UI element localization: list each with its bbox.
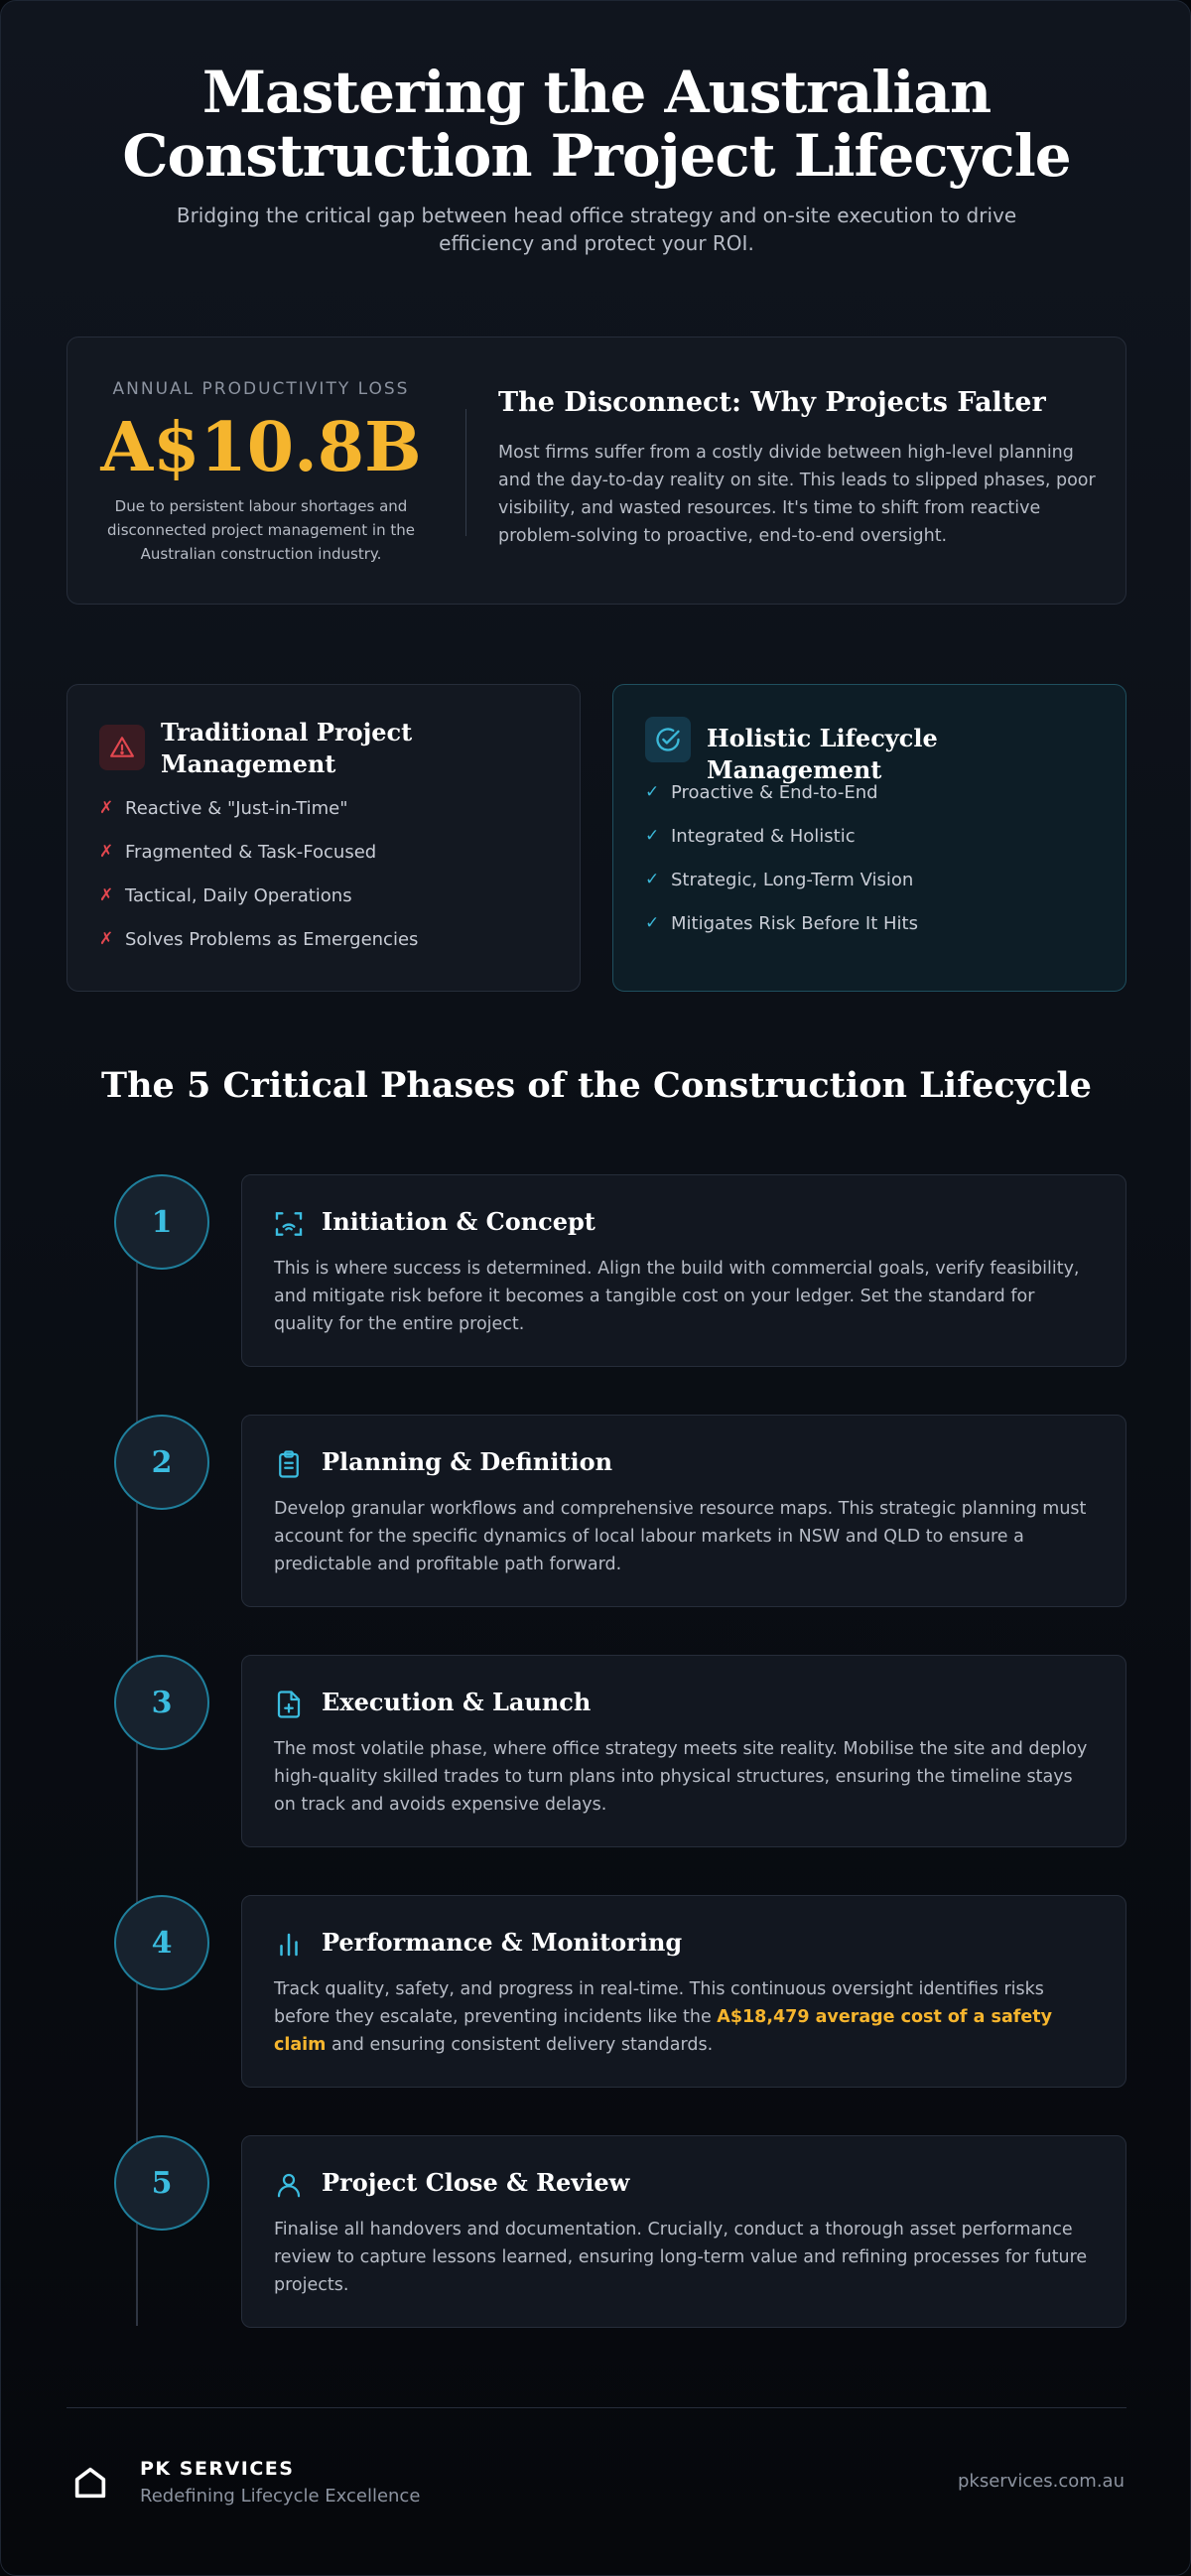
phase-card-performance — [241, 1895, 1126, 2088]
list-item: ✓ Integrated & Holistic — [645, 826, 856, 847]
phase-number-badge: 2 — [114, 1415, 209, 1510]
phase-number-badge: 5 — [114, 2135, 209, 2231]
brand-tagline: Redefining Lifecycle Excellence — [140, 2486, 421, 2507]
traditional-title: Traditional Project Management — [161, 718, 413, 778]
stat-label: ANNUAL PRODUCTIVITY LOSS — [112, 379, 410, 399]
list-item: ✗ Fragmented & Task-Focused — [99, 842, 377, 863]
check-icon: ✓ — [645, 913, 660, 933]
productivity-loss-card — [66, 337, 1126, 605]
phase-description: Track quality, safety, and progress in real-time. This continuous oversight identifies risks before they escalate, preventing incidents like the A$18,479 average cost of a safety claim and ensuring consistent delivery standards. — [274, 1979, 1053, 2055]
phase-number-badge: 3 — [114, 1655, 209, 1750]
phase-number-badge: 4 — [114, 1895, 209, 1990]
page-title — [1, 61, 1191, 188]
warning-triangle-icon — [99, 725, 145, 770]
phase-description: Finalise all handovers and documentation. Crucially, conduct a thorough asset performance review to capture lessons learned, ensuring long-term value and refining processes for future projects. — [274, 2220, 1088, 2295]
traditional-management-card — [66, 684, 581, 992]
page-subtitle: Bridging the critical gap between head office strategy and on-site execution to drive efficiency and protect your ROI. — [176, 203, 1017, 255]
brand-name: PK SERVICES — [140, 2458, 295, 2480]
list-item: ✗ Reactive & "Just-in-Time" — [99, 798, 348, 819]
check-icon: ✓ — [645, 870, 660, 889]
scan-icon — [272, 1207, 306, 1241]
disconnect-body: Most firms suffer from a costly divide between high-level planning and the day-to-day reality on site. This leads to slipped phases, poor visibility, and wasted resources. It's time to shift from reactive problem-solving to proactive, end-to-end oversight. — [498, 443, 1096, 546]
phase-title: Execution & Launch — [322, 1688, 592, 1716]
check-circle-icon — [645, 717, 691, 762]
cross-icon: ✗ — [99, 842, 114, 862]
stat-note: Due to persistent labour shortages and disconnected project management in the Australian construction industry. — [107, 497, 415, 563]
user-icon — [272, 2168, 306, 2202]
holistic-management-card — [612, 684, 1126, 992]
phase-card-initiation — [241, 1174, 1126, 1367]
cross-icon: ✗ — [99, 798, 114, 818]
stat-value: A$10.8B — [100, 408, 422, 487]
page-title-line1: Mastering the Australian — [201, 59, 992, 126]
traditional-list — [99, 798, 418, 973]
phase-card-execution — [241, 1655, 1126, 1847]
page-title-line2: Construction Project Lifecycle — [122, 122, 1071, 190]
safety-claim-highlight: A$18,479 average cost of a safety claim — [274, 2007, 1053, 2055]
holistic-title: Holistic Lifecycle Management — [707, 724, 938, 784]
check-icon: ✓ — [645, 826, 660, 846]
phase-title: Project Close & Review — [322, 2168, 630, 2197]
cross-icon: ✗ — [99, 885, 114, 905]
phase-card-close — [241, 2135, 1126, 2328]
card-divider — [465, 409, 466, 536]
list-item: ✓ Strategic, Long-Term Vision — [645, 870, 914, 890]
house-icon — [70, 2463, 110, 2503]
phase-title: Initiation & Concept — [322, 1207, 596, 1236]
list-item: ✗ Tactical, Daily Operations — [99, 885, 352, 906]
phase-description: Develop granular workflows and comprehensive resource maps. This strategic planning must account for the specific dynamics of local labour markets in NSW and QLD to ensure a predictable and profitable path forward. — [274, 1499, 1087, 1574]
list-item: ✓ Mitigates Risk Before It Hits — [645, 913, 918, 934]
file-plus-icon — [272, 1688, 306, 1721]
phase-title: Planning & Definition — [322, 1447, 613, 1476]
holistic-list — [645, 782, 918, 957]
phase-card-planning — [241, 1415, 1126, 1607]
list-item: ✗ Solves Problems as Emergencies — [99, 929, 419, 950]
phase-description: The most volatile phase, where office strategy meets site reality. Mobilise the site and deploy high-quality skilled trades to turn plans into physical structures, ensuring the timeline stays on track and avoids expensive delays. — [274, 1739, 1088, 1815]
disconnect-title: The Disconnect: Why Projects Falter — [498, 387, 1046, 418]
footer-divider — [66, 2407, 1126, 2408]
phase-number-badge: 1 — [114, 1174, 209, 1270]
phases-section-title: The 5 Critical Phases of the Construction Lifecycle — [101, 1065, 1092, 1106]
check-icon: ✓ — [645, 782, 660, 802]
phase-description: This is where success is determined. Align the build with commercial goals, verify feasibility, and mitigate risk before it becomes a tangible cost on your ledger. Set the standard for quality for the entire project. — [274, 1259, 1080, 1334]
cross-icon: ✗ — [99, 929, 114, 949]
clipboard-icon — [272, 1447, 306, 1481]
phase-title: Performance & Monitoring — [322, 1928, 683, 1957]
list-item: ✓ Proactive & End-to-End — [645, 782, 878, 803]
bar-chart-icon — [272, 1928, 306, 1962]
website-link[interactable]: pkservices.com.au — [957, 2471, 1125, 2492]
